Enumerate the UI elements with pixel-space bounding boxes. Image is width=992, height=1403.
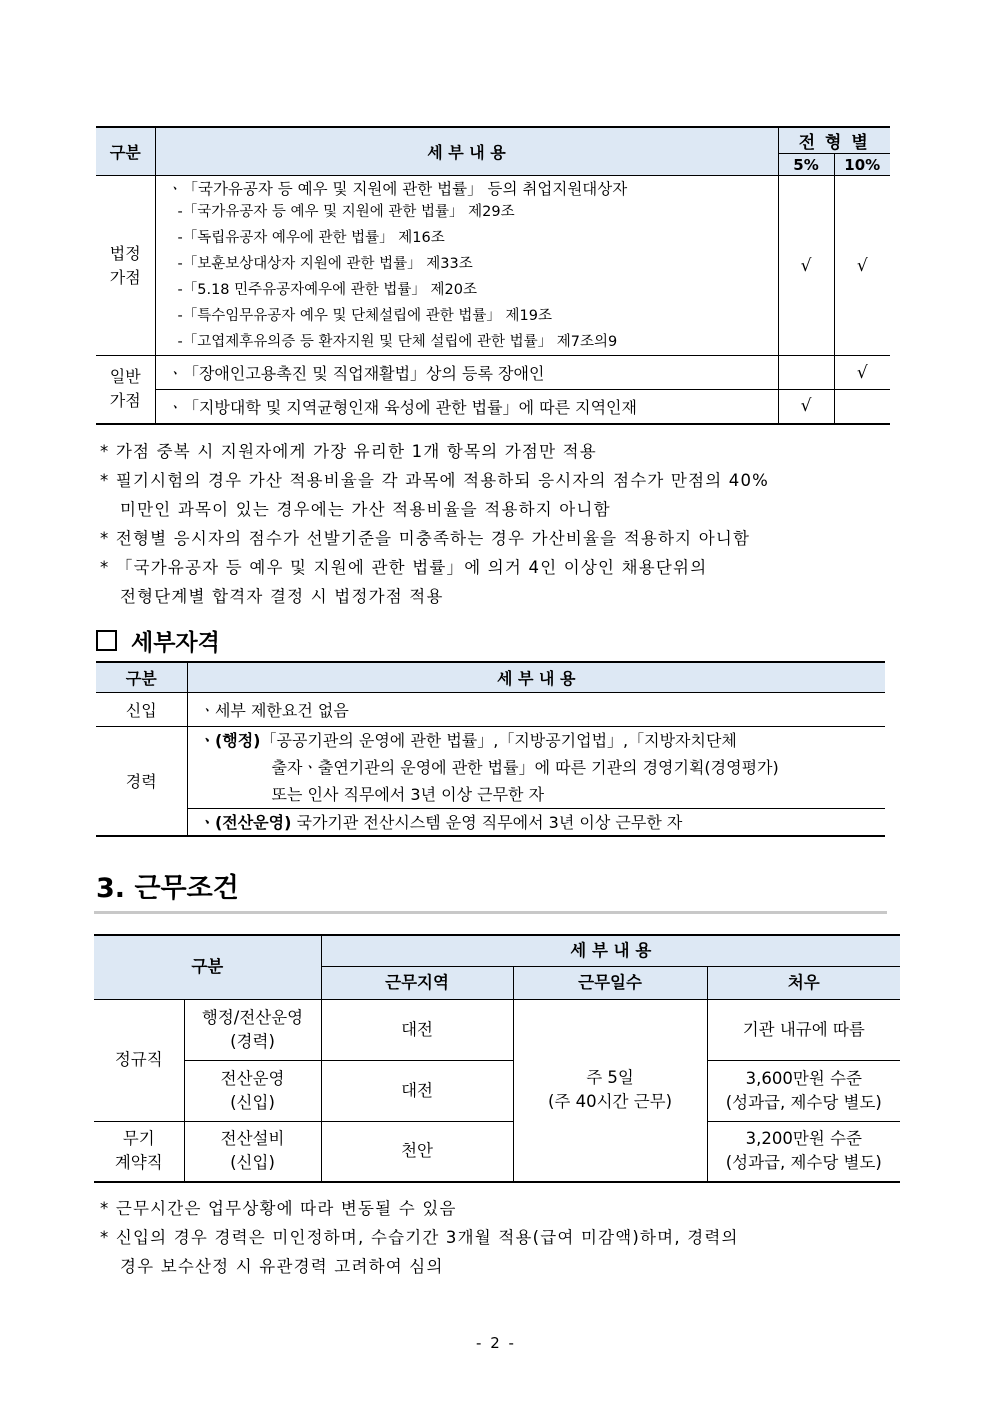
check-mark: √	[834, 176, 890, 356]
header-10-percent: 10%	[834, 154, 890, 176]
general-bonus-item: ㆍ「지방대학 및 지역균형인재 육성에 관한 법률」에 따른 지역인재	[155, 390, 778, 424]
list-item: -「국가유공자 등 예우 및 지원에 관한 법률」 제29조	[177, 204, 515, 220]
header-location: 근무지역	[321, 966, 513, 999]
job-type: 전산설비 (신입)	[184, 1121, 321, 1182]
regular-label: 정규직	[94, 999, 184, 1121]
legal-bonus-items	[155, 176, 778, 356]
list-item: -「보훈보상대상자 지원에 관한 법률」 제33조	[177, 256, 473, 272]
pay: 3,200만원 수준 (성과급, 제수당 별도)	[707, 1121, 900, 1182]
section-title: 세부자격	[131, 630, 220, 656]
list-item: ㆍ「국가유공자 등 예우 및 지원에 관한 법률」 등의 취업지원대상자	[167, 180, 628, 198]
admin-tag: ㆍ(행정)	[199, 730, 261, 750]
working-conditions-table	[94, 934, 900, 1183]
note-line: * 전형별 응시자의 점수가 선발기준을 미충족하는 경우 가산비율을 적용하지 아니함	[100, 529, 751, 548]
general-bonus-label: 일반 가점	[96, 356, 155, 424]
header-gubun: 구분	[94, 935, 321, 999]
contract-label: 무기 계약직	[94, 1121, 184, 1182]
check-mark: √	[778, 176, 834, 356]
pay: 기관 내규에 따름	[707, 999, 900, 1060]
header-pay: 처우	[707, 966, 900, 999]
legal-bonus-label: 법정 가점	[96, 176, 155, 356]
note-line: * 신입의 경우 경력은 미인정하며, 수습기간 3개월 적용(급여 미감액)하며, 경력의	[100, 1228, 739, 1247]
job-type: 전산운영 (신입)	[184, 1060, 321, 1121]
career-label: 경력	[96, 726, 187, 836]
header-gubun: 구분	[96, 662, 187, 692]
bonus-points-table	[96, 126, 890, 425]
header-detail: 세 부 내 용	[187, 662, 885, 692]
header-type: 전 형 별	[778, 127, 890, 154]
work-location: 천안	[321, 1121, 513, 1182]
note-line: 경우 보수산정 시 유관경력 고려하여 심의	[120, 1257, 444, 1276]
work-location: 대전	[321, 999, 513, 1060]
list-item: -「5.18 민주유공자예우에 관한 법률」 제20조	[177, 282, 478, 298]
work-location: 대전	[321, 1060, 513, 1121]
header-detail: 세 부 내 용	[321, 935, 900, 966]
header-gubun: 구분	[96, 127, 155, 176]
pay: 3,600만원 수준 (성과급, 제수당 별도)	[707, 1060, 900, 1121]
note-line: 미만인 과목이 있는 경우에는 가산 적용비율을 적용하지 아니함	[120, 500, 611, 519]
list-item: -「독립유공자 예우에 관한 법률」 제16조	[177, 230, 445, 246]
admin-requirement: ㆍ(행정)「공공기관의 운영에 관한 법률」,「지방공기업법」,「지방자치단체 출자ㆍ출연기관의 운영에 관한 법률」에 따른 기관의 경영기획(경영평가) 또는 인사 직무에서 3년 이상 근무한 자	[187, 726, 885, 808]
header-5-percent: 5%	[778, 154, 834, 176]
bonus-notes	[100, 437, 769, 611]
work-days: 주 5일 (주 40시간 근무)	[513, 999, 707, 1182]
header-days: 근무일수	[513, 966, 707, 999]
note-line: * 근무시간은 업무상황에 따라 변동될 수 있음	[100, 1199, 457, 1218]
list-item: -「특수임무유공자 예우 및 단체설립에 관한 법률」 제19조	[177, 308, 552, 324]
check-mark: √	[834, 356, 890, 390]
note-line: * 필기시험의 경우 가산 적용비율을 각 과목에 적용하되 응시자의 점수가 만점의 40%	[100, 471, 770, 490]
qualifications-table	[96, 661, 885, 837]
checkbox-square-icon	[96, 630, 117, 651]
new-hire-text: ㆍ세부 제한요건 없음	[187, 692, 885, 726]
general-bonus-item: ㆍ「장애인고용촉진 및 직업재활법」상의 등록 장애인	[155, 356, 778, 390]
it-requirement: ㆍ(전산운영) 국가기관 전산시스템 운영 직무에서 3년 이상 근무한 자	[187, 808, 885, 836]
job-type: 행정/전산운영 (경력)	[184, 999, 321, 1060]
section-qualifications	[96, 624, 220, 657]
working-notes	[100, 1194, 739, 1281]
section-working-conditions: 3. 근무조건	[96, 873, 239, 904]
list-item: -「고엽제후유의증 등 환자지원 및 단체 설립에 관한 법률」 제7조의9	[177, 334, 618, 350]
note-line: 전형단계별 합격자 결정 시 법정가점 적용	[120, 587, 444, 606]
note-line: * 가점 중복 시 지원자에게 가장 유리한 1개 항목의 가점만 적용	[100, 442, 597, 461]
new-hire-label: 신입	[96, 692, 187, 726]
note-line: * 「국가유공자 등 예우 및 지원에 관한 법률」에 의거 4인 이상인 채용단위의	[100, 558, 708, 577]
section-divider	[94, 911, 887, 914]
header-detail: 세 부 내 용	[155, 127, 778, 176]
check-mark: √	[778, 390, 834, 424]
it-tag: ㆍ(전산운영)	[199, 813, 292, 833]
page-number: - 2 -	[476, 1334, 516, 1352]
